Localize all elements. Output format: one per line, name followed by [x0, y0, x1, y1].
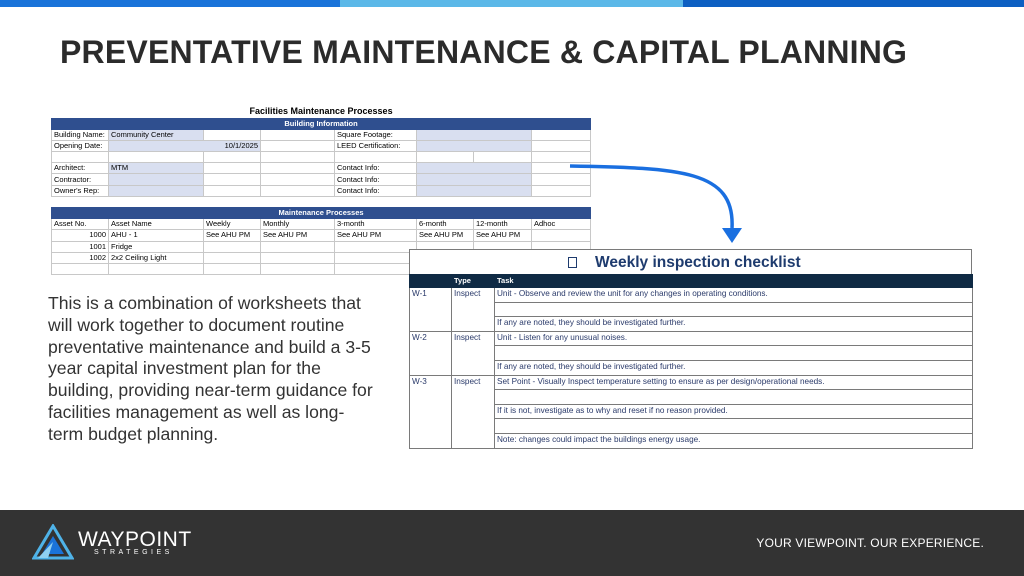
architect-contact-label: Contact Info:	[335, 163, 417, 174]
checklist-header	[409, 249, 972, 274]
item-id: W-3	[410, 375, 452, 390]
col-task: Task	[495, 275, 973, 288]
owners-rep-label: Owner's Rep:	[52, 185, 109, 196]
sheet-title: Facilities Maintenance Processes	[249, 105, 393, 116]
description-paragraph: This is a combination of worksheets that will work together to document routine preventative maintenance and build a 3-5 year capital investment plan for the building, providing near-term guidance for facilities management as well as long-term budget planning.	[48, 293, 373, 444]
checklist-row	[410, 331, 973, 346]
col-asset-name: Asset Name	[109, 219, 204, 230]
asset-no: 1001	[52, 241, 109, 252]
item-type: Inspect	[452, 288, 495, 303]
contractor-label: Contractor:	[52, 174, 109, 185]
brand-subtitle: STRATEGIES	[94, 549, 173, 556]
asset-12-month: See AHU PM	[474, 230, 532, 241]
task-line: If any are noted, they should be investigated further.	[495, 317, 973, 332]
task-line: Note: changes could impact the buildings energy usage.	[495, 433, 973, 448]
asset-name: Fridge	[109, 241, 204, 252]
task-line: Set Point - Visually Inspect temperature setting to ensure as per design/operational needs.	[495, 375, 973, 390]
col-type: Type	[452, 275, 495, 288]
checklist-row	[410, 288, 973, 303]
col-asset-no: Asset No.	[52, 219, 109, 230]
leed-label: LEED Certification:	[335, 140, 417, 151]
item-id: W-2	[410, 331, 452, 346]
checkbox-icon	[568, 257, 577, 268]
square-footage-value	[417, 129, 532, 140]
asset-name: 2x2 Ceiling Light	[109, 252, 204, 263]
tagline: YOUR VIEWPOINT. OUR EXPERIENCE.	[756, 536, 984, 550]
architect-value: MTM	[109, 163, 204, 174]
owners-rep-contact-label: Contact Info:	[335, 185, 417, 196]
asset-no: 1002	[52, 252, 109, 263]
item-type: Inspect	[452, 331, 495, 346]
asset-3-month: See AHU PM	[335, 230, 417, 241]
building-info-band: Building Information	[52, 118, 591, 129]
task-line: Unit - Observe and review the unit for any changes in operating conditions.	[495, 288, 973, 303]
item-id: W-1	[410, 288, 452, 303]
asset-no: 1000	[52, 230, 109, 241]
connector-arrow-icon	[560, 150, 760, 250]
asset-6-month: See AHU PM	[417, 230, 474, 241]
col-weekly: Weekly	[204, 219, 261, 230]
asset-monthly: See AHU PM	[261, 230, 335, 241]
footer-bar	[0, 510, 1024, 576]
task-line: If it is not, investigate as to why and reset if no reason provided.	[495, 404, 973, 419]
item-type: Inspect	[452, 375, 495, 390]
col-adhoc: Adhoc	[532, 219, 591, 230]
checklist-title: Weekly inspection checklist	[595, 254, 801, 271]
waypoint-logo-icon	[32, 524, 74, 560]
maintenance-band: Maintenance Processes	[52, 208, 591, 219]
checklist-row	[410, 375, 973, 390]
col-12-month: 12-month	[474, 219, 532, 230]
architect-label: Architect:	[52, 163, 109, 174]
building-name-value: Community Center	[109, 129, 204, 140]
col-3-month: 3-month	[335, 219, 417, 230]
asset-name: AHU - 1	[109, 230, 204, 241]
leed-value	[417, 140, 532, 151]
brand-name: WAYPOINT	[78, 528, 192, 551]
opening-date-label: Opening Date:	[52, 140, 109, 151]
asset-weekly: See AHU PM	[204, 230, 261, 241]
accent-segment-2	[340, 0, 683, 7]
square-footage-label: Square Footage:	[335, 129, 417, 140]
col-monthly: Monthly	[261, 219, 335, 230]
top-accent-bar	[0, 0, 1024, 7]
weekly-inspection-checklist	[409, 249, 972, 449]
task-line: If any are noted, they should be investigated further.	[495, 360, 973, 375]
opening-date-value: 10/1/2025	[109, 140, 261, 151]
contractor-contact-label: Contact Info:	[335, 174, 417, 185]
building-name-label: Building Name:	[52, 129, 109, 140]
slide-title: PREVENTATIVE MAINTENANCE & CAPITAL PLANNING	[60, 34, 908, 70]
accent-segment-3	[683, 0, 1024, 7]
col-6-month: 6-month	[417, 219, 474, 230]
accent-segment-1	[0, 0, 340, 7]
task-line: Unit - Listen for any unusual noises.	[495, 331, 973, 346]
asset-row	[52, 230, 591, 241]
